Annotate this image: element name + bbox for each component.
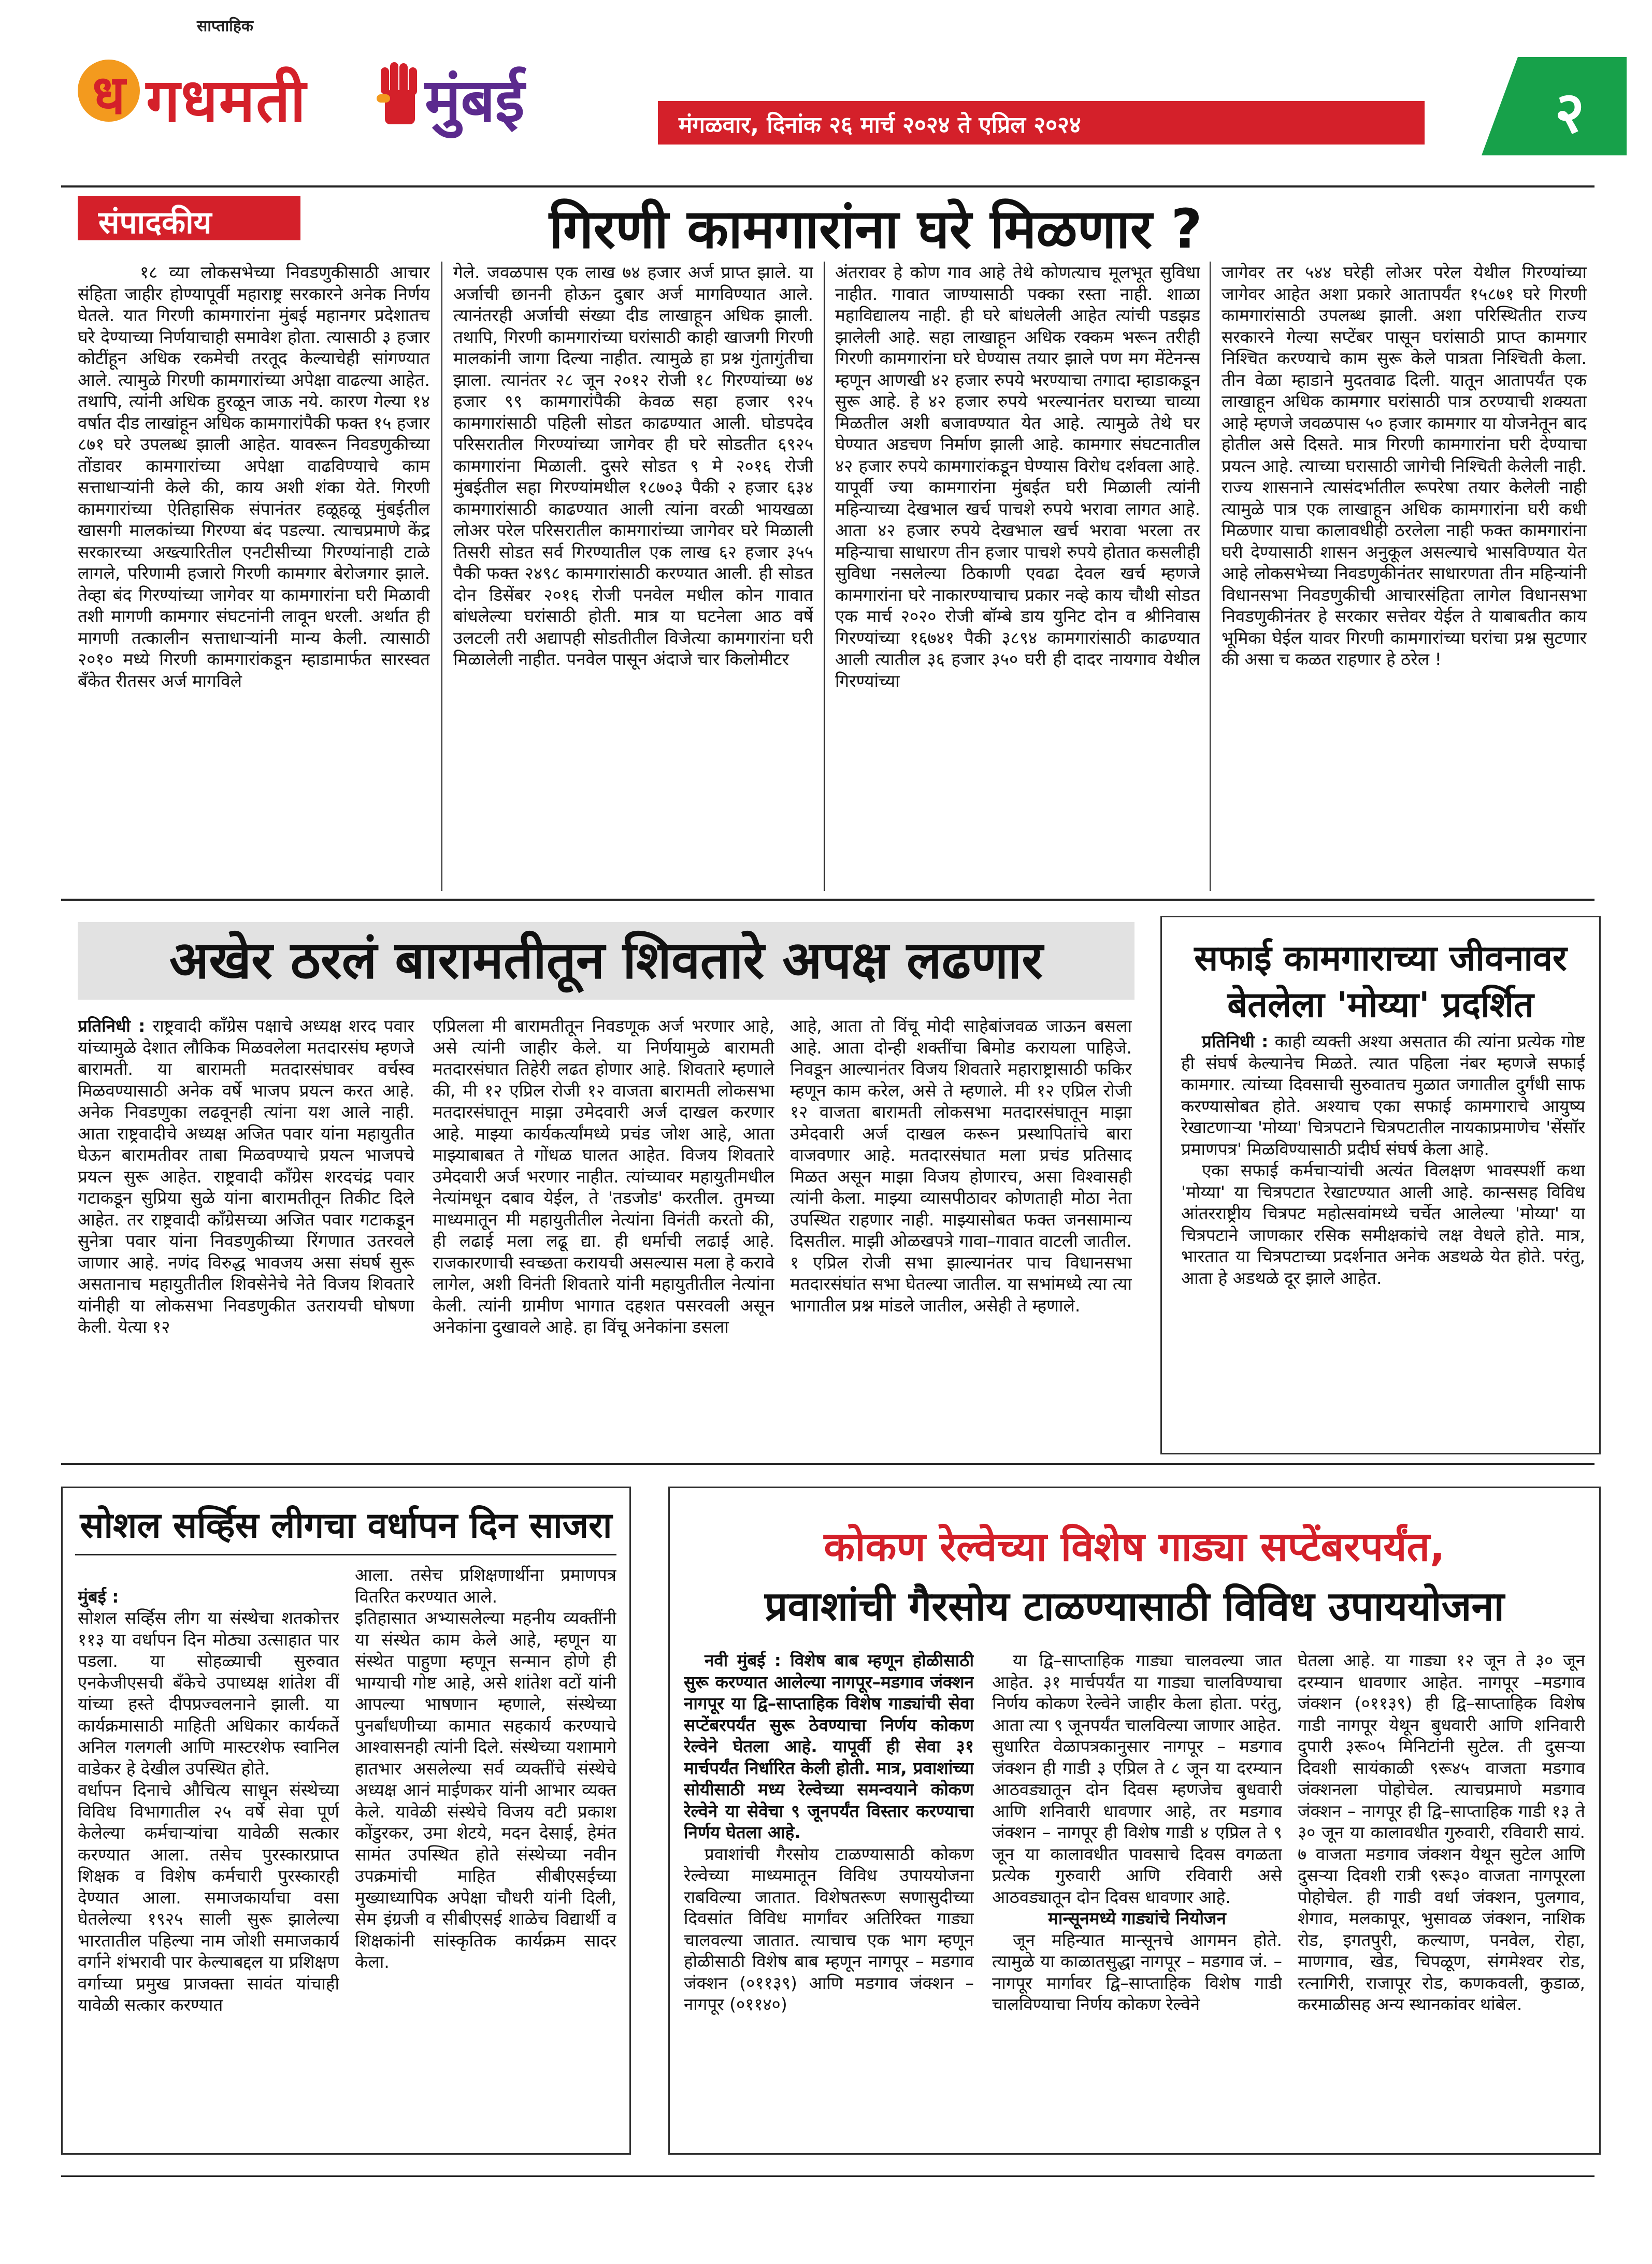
konkan-headline-line1: कोकण रेल्वेच्या विशेष गाड्या सप्टेंबरपर्यंत, (824, 1524, 1445, 1570)
baramati-column-2: एप्रिलला मी बारामतीतून निवडणूक अर्ज भरणार आहे, असे त्यांनी जाहीर केले. या निर्णयामुळे बारामती मतदारसंघात तिहेरी लढत होणार आहे. शिवतारे म्हणाले की, मी १२ एप्रिल रोजी १२ वाजता बारामती लोकसभा मतदारसंघातून माझा उमेदवारी अर्ज दाखल करणार आहे. माझ्या कार्यकर्त्यांमध्ये प्रचंड जोश आहे, आता माझ्याबाबत ते गोंधळ घालत आहेत. विजय शिवतारे उमेदवारी अर्ज भरणार नाहीत. त्यांच्यावर महायुतीमधील नेत्यांमधून दबाव येईल, ते 'तडजोड' करतील. तुमच्या माध्यमातून मी महायुतीतील नेत्यांना विनंती करतो की, ही लढाई मला लढू द्या. ही धर्माची लढाई आहे. राजकारणाची स्वच्छता करायची असल्यास मला हे करावे लागेल, अशी विनंती शिवतारे यांनी महायुतीतील नेत्यांना केली. त्यांनी ग्रामीण भागात दहशत पसरवली असून अनेकांना दुखावले आहे. हा विंचू अनेकांना डसला (433, 1016, 774, 1337)
moya-headline-line1: सफाई कामगाराच्या जीवनावर (1194, 938, 1567, 979)
moya-headline-line2: बेतलेला 'मोय्या' प्रदर्शित (1227, 985, 1534, 1026)
masthead-tagline: साप्ताहिक (197, 17, 253, 35)
editorial-column-4: जागेवर तर ५४४ घरेही लोअर परेल येथील गिरण्यांच्या जागेवर आहेत अशा प्रकारे आतापर्यंत १५८७१ घरे गिरणी कामगारांसाठी उपलब्ध झाली. अशा परिस्थितीत राज्य सरकारने गेल्या सप्टेंबर पासून घरांसाठी प्राप्त कामगार निश्चित करण्याचे काम सुरू केले पात्रता निश्चिती केला. तीन वेळा म्हाडाने मुदतवाढ दिली. यातून आतापर्यंत एक लाखाहून अधिक कामगार घरांसाठी पात्र ठरण्याची शक्यता आहे म्हणजे जवळपास ५० हजार कामगार या योजनेतून बाद होतील असे दिसते. मात्र गिरणी कामगारांना घरी देण्याचा प्रयत्न आहे. त्याच्या घरासाठी जागेची निश्चिती केलेली नाही. राज्य शासनाने त्यासंदर्भातील रूपरेषा तयार केलेली नाही त्यामुळे पात्र एक लाखाहून अधिक कामगारांना घरी कधी मिळणार याचा कालावधीही ठरलेला नाही फक्त कामगारांना घरी देण्यासाठी शासन अनुकूल असल्याचे भासविण्यात येत आहे लोकसभेच्या निवडणुकीनंतर साधारणता तीन महिन्यांनी विधानसभा निवडणुकीची आचारसंहिता लागेल विधानसभा निवडणुकीनंतर हे सरकार सत्तेवर येईल ते याबाबतीत काय भूमिका घेईल यावर गिरणी कामगारांच्या घरांचा प्रश्न सुटणार की असा च कळत राहणार हे ठरेल ! (1222, 262, 1587, 669)
moya-para-2: एका सफाई कर्मचाऱ्यांची अत्यंत विलक्षण भावस्पर्शी कथा 'मोय्या' या चित्रपटात रेखाटण्यात आली आहे. कान्ससह विविध आंतरराष्ट्रीय चित्रपट महोत्सवांमध्ये चर्चेत आलेल्या 'मोय्या' या चित्रपटाने जाणकार रसिक समीक्षकांचे लक्ष वेधले होते. मात्र, भारतात या चित्रपटाच्या प्रदर्शनात अनेक अडथळे येत होते. परंतु, आता हे अडथळे दूर झाले आहेत. (1181, 1160, 1585, 1288)
column-divider (441, 262, 442, 891)
date-banner (658, 101, 1425, 145)
social-dateline: मुंबई : (78, 1586, 119, 1607)
column-divider (1210, 262, 1211, 891)
moya-body (1181, 1031, 1585, 1445)
social-column-1-text: सोशल सर्व्हिस लीग या संस्थेचा शतकोत्तर ११३ या वर्धापन दिन मोठ्या उत्साहात पार पडला. या सोहळ्याची सुरुवात एनकेजीएसची बँकेचे उपाध्यक्ष शांतेश वीं यांच्या हस्ते दीपप्रज्वलनाने झाली. या कार्यक्रमासाठी माहिती अधिकार कार्यकर्ते अनिल गलगली आणि मास्टरशेफ स्वानिल वाडेकर हे देखील उपस्थित होते. वर्धापन दिनाचे औचित्य साधून संस्थेच्या विविध विभागातील २५ वर्षे सेवा पूर्ण केलेल्या कर्मचाऱ्यांचा यावेळी सत्कार करण्यात आला. तसेच पुरस्कारप्राप्त शिक्षक व विशेष कर्मचारी पुरस्कारही देण्यात आला. समाजकार्याचा वसा घेतलेल्या १९२५ साली सुरू झालेल्या भारतातील पहिल्या नाम जोशी समाजकार्य वर्गाने शंभरावी पार केल्याबद्दल या प्रशिक्षण वर्गाच्या प्रमुख प्राजक्ता सावंत यांचाही यावेळी सत्कार करण्यात (78, 1608, 339, 2015)
konkan-column-2-text-a: या द्वि–साप्ताहिक गाड्या चालवल्या जात आहेत. ३१ मार्चपर्यंत या गाड्या चालविण्याचा निर्णय कोकण रेल्वेने जाहीर केला होता. परंतु, आता त्या ९ जूनपर्यंत चालविल्या जाणार आहेत. सुधारित वेळापत्रकानुसार नागपूर – मडगाव जंक्शन ही गाडी ३ एप्रिल ते ८ जून या दरम्यान आठवड्यातून दोन दिवस म्हणजेच बुधवारी आणि शनिवारी धावणार आहे, तर मडगाव जंक्शन – नागपूर ही विशेष गाडी ४ एप्रिल ते ९ जून या कालावधीत पावसाचे दिवस वगळता प्रत्येक गुरुवारी आणि रविवारी असे आठवड्यातून दोन दिवस धावणार आहे. (992, 1650, 1282, 1907)
social-headline-rule (75, 1554, 616, 1555)
konkan-dateline: नवी मुंबई : (705, 1650, 781, 1670)
konkan-column-3: घेतला आहे. या गाड्या १२ जून ते ३० जून दरम्यान धावणार आहेत. नागपूर –मडगाव जंक्शन (०११३९) ही द्वि–साप्ताहिक विशेष गाडी नागपूर येथून बुधवारी आणि शनिवारी दुपारी ३रू०५ मिनिटांनी सुटेल. ती दुसऱ्या दिवशी सायंकाळी ९रू४५ वाजता मडगाव जंक्शनला पोहोचेल. त्याचप्रमाणे मडगाव जंक्शन – नागपूर ही द्वि–साप्ताहिक गाडी १३ ते ३० जून या कालावधीत गुरुवारी, रविवारी सायं. ७ वाजता मडगाव जंक्शन येथून सुटेल आणि दुसऱ्या दिवशी रात्री ९रू३० वाजता नागपूरला पोहोचेल. ही गाडी वर्धा जंक्शन, पुलगाव, शेगाव, मलकापूर, भुसावळ जंक्शन, नाशिक रोड, इगतपुरी, कल्याण, पनवेल, रोहा, माणगाव, खेड, चिपळूण, संगमेश्वर रोड, रत्नागिरी, राजापूर रोड, कणकवली, कुडाळ, करमाळीसह अन्य स्थानकांवर थांबेल. (1298, 1650, 1585, 2014)
editorial-label (78, 196, 300, 240)
social-headline: सोशल सर्व्हिस लीगचा वर्धापन दिन साजरा (80, 1505, 612, 1546)
social-column-1 (78, 1564, 339, 2144)
baramati-column-1-text: राष्ट्रवादी काँग्रेस पक्षाचे अध्यक्ष शरद पवार यांच्यामुळे देशात लौकिक मिळवलेला मतदारसंघ म्हणजे बारामती. या बारामती मतदारसंघावर वर्चस्व मिळवण्यासाठी अनेक वर्षे भाजप प्रयत्न करत आहे. अनेक निवडणुका लढवूनही त्यांना यश आले नाही. आता राष्ट्रवादीचे अध्यक्ष अजित पवार यांना महायुतीत घेऊन बारामतीवर ताबा मिळवण्याचे प्रयत्न भाजपचे प्रयत्न सुरू आहेत. राष्ट्रवादी काँग्रेस शरदचंद्र पवार गटाकडून सुप्रिया सुळे यांना बारामतीतून तिकीट दिले आहेत. तर राष्ट्रवादी काँग्रेसच्या अजित पवार गटाकडून सुनेत्रा पवार यांना निवडणुकीच्या रिंगणात उतरवले जाणार आहे. नणंद विरुद्ध भावजय असा संघर्ष सुरू असतानाच महायुतीतील शिवसेनेचे नेते विजय शिवतारे यांनीही या लोकसभा निवडणुकीत उतरायची घोषणा केली. येत्या १२ (78, 1016, 414, 1337)
baramati-column-1 (78, 1015, 414, 1450)
moya-para-1: काही व्यक्ती अश्या असतात की त्यांना प्रत्येक गोष्ट ही संघर्ष केल्यानेच मिळते. त्यात पहिला नंबर म्हणजे सफाई कामगार. त्यांच्या दिवसाची सुरुवातच मुळात जगातील दुर्गंधी साफ करण्यासोबत होते. अश्याच एका सफाई कामगाराचे आयुष्य रेखाटणाऱ्या 'मोय्या' चित्रपटाने चित्रपटातील नायकाप्रमाणेच 'सेंसॉर प्रमाणपत्र' मिळविण्यासाठी प्रदीर्घ संघर्ष केला आहे. (1181, 1031, 1585, 1159)
editorial-headline: गिरणी कामगारांना घरे मिळणार ? (549, 197, 1202, 261)
baramati-byline: प्रतिनिधी : (78, 1016, 146, 1036)
editorial-label-text: संपादकीय (98, 205, 212, 241)
editorial-bottom-rule (61, 899, 1594, 901)
masthead-logo-badge (78, 60, 140, 126)
logo-letter: ध (92, 63, 125, 126)
konkan-column-2 (992, 1650, 1282, 2147)
page-number-tab (1482, 57, 1627, 155)
issue-date: मंगळवार, दिनांक २६ मार्च २०२४ ते एप्रिल २०२४ (679, 112, 1081, 138)
column-divider (824, 262, 825, 891)
editorial-column-1: १८ व्या लोकसभेच्या निवडणुकीसाठी आचार संहिता जाहीर होण्यापूर्वी महाराष्ट्र सरकारने अनेक निर्णय घेतले. यात गिरणी कामगारांना मुंबई महानगर प्रदेशातच घरे देण्याच्या निर्णयाचाही समावेश होता. त्यासाठी ३ हजार कोटींहून अधिक रकमेची तरतूद केल्याचेही सांगण्यात आले. त्यामुळे गिरणी कामगारांच्या अपेक्षा वाढल्या आहेत. तथापि, त्यांनी अधिक हुरळून जाऊ नये. कारण गेल्या १४ वर्षात दीड लाखांहून अधिक कामगारांपैकी फक्त १५ हजार ८७१ घरे उपलब्ध झाली आहेत. यावरून निवडणुकीच्या तोंडावर कामगारांच्या अपेक्षा वाढविण्याचे काम सत्ताधाऱ्यांनी केले की, काय अशी शंका येते. गिरणी कामगारांच्या ऐतिहासिक संपानंतर हळूहळू मुंबईतील खासगी मालकांच्या गिरण्या बंद पडल्या. त्याचप्रमाणे केंद्र सरकारच्या अख्त्यारितील एनटीसीच्या गिरण्यांनाही टाळे लागले, परिणामी हजारो गिरणी कामगार बेरोजगार झाले. तेव्हा बंद गिरण्यांच्या जागेवर या कामगारांना घरी मिळावी तशी मागणी कामगार संघटनांनी लावून धरली. अर्थात ही मागणी तत्कालीन सत्ताधाऱ्यांनी मान्य केली. त्यासाठी २०१० मध्ये गिरणी कामगारांकडून म्हाडामार्फत सारस्वत बँकेत रीतसर अर्ज मागविले (78, 262, 430, 691)
social-column-2: आला. तसेच प्रशिक्षणार्थीना प्रमाणपत्र वितरित करण्यात आले. इतिहासात अभ्यासलेल्या महनीय व्यक्तींनी या संस्थेत काम केले आहे, म्हणून या संस्थेत पाहुणा म्हणून सन्मान होणे ही भाग्याची गोष्ट आहे, असे शांतेश वटों यांनी आपल्या भाषणान म्हणाले, संस्थेच्या पुनर्बांधणीच्या कामात सहकार्य करण्याचे आश्वासनही त्यांनी दिले. संस्थेच्या यशामागे हातभार असलेल्या सर्व व्यक्तींचे संस्थेचे अध्यक्ष आनं माईणकर यांनी आभार व्यक्त केले. यावेळी संस्थेचे विजय वटी प्रकाश कोंडुरकर, उमा शेटये, मदन देसाई, हेमंत सामंत उपस्थित होते संस्थेच्या नवीन उपक्रमांची माहित सीबीएसईच्या मुख्याध्यापिक अपेक्षा चौधरी यांनी दिली, सेम इंग्रजी व सीबीएसई शाळेच विद्यार्थी व शिक्षकांनी सांस्कृतिक कार्यक्रम सादर केला. (355, 1565, 616, 1972)
konkan-lead: विशेष बाब म्हणून होळीसाठी सुरू करण्यात आलेल्या नागपूर–मडगाव जंक्शन नागपूर या द्वि–साप्ताहिक विशेष गाड्यांची सेवा सप्टेंबरपर्यंत सुरू ठेवण्याचा निर्णय कोकण रेल्वेने घेतला आहे. यापूर्वी ही सेवा ३१ मार्चपर्यंत निर्धारित केली होती. मात्र, प्रवाशांच्या सोयीसाठी मध्य रेल्वेच्या समन्वयाने कोकण रेल्वेने या सेवेचा ९ जूनपर्यंत विस्तार करण्याचा निर्णय घेतला आहे. (684, 1650, 974, 1842)
bottom-rule (61, 2175, 1594, 2177)
masthead-name-part2: मुंबई (425, 66, 525, 136)
baramati-column-3: आहे, आता तो विंचू मोदी साहेबांजवळ जाऊन बसला आहे. आता दोन्ही शक्तींचा बिमोड करायला पाहिजे. निवडून आल्यानंतर विजय शिवतारे महाराष्ट्रासाठी फकिर म्हणून काम करेल, असे ते म्हणाले. मी १२ एप्रिल रोजी १२ वाजता बारामती लोकसभा मतदारसंघातून माझा उमेदवारी अर्ज दाखल करून प्रस्थापितांचे बारा वाजवणार आहे. मतदारसंघात मला प्रचंड प्रतिसाद मिळत असून माझा विजय होणारच, असा विश्वासही त्यांनी केला. माझ्या व्यासपीठावर कोणताही मोठा नेता उपस्थित राहणार नाही. माझ्यासोबत फक्त जनसामान्य दिसतील. माझी ओळखपत्रे गावा–गावात वाटली जातील. १ एप्रिल रोजी सभा झाल्यानंतर पाच विधानसभा मतदारसंघांत सभा घेतल्या जातील. या सभांमध्ये त्या त्या भागातील प्रश्न मांडले जातील, असेही ते म्हणाले. (790, 1016, 1132, 1316)
moya-byline: प्रतिनिधी : (1202, 1031, 1269, 1051)
fist-icon (376, 58, 425, 128)
masthead (0, 0, 1652, 171)
konkan-headline-line2: प्रवाशांची गैरसोय टाळण्यासाठी विविध उपाययोजना (765, 1583, 1504, 1630)
editorial-column-3: अंतरावर हे कोण गाव आहे तेथे कोणत्याच मूलभूत सुविधा नाहीत. गावात जाण्यासाठी पक्का रस्ता नाही. शाळा महाविद्यालय नाही. ही घरे बांधलेली आहेत त्यांची पडझड झालेली आहे. सहा लाखाहून अधिक रक्कम भरून तरीही गिरणी कामगारांना घरे घेण्यास तयार झाले पण मग मेंटेनन्स म्हणून आणखी ४२ हजार रुपये भरण्याचा तगादा म्हाडाकडून सुरू आहे. हे ४२ हजार रुपये भरल्यानंतर घराच्या चाव्या मिळतील अशी बजावण्यात येत आहे. त्यामुळे तेथे घर घेण्यात अडचण निर्माण झाली आहे. कामगार संघटनातील ४२ हजार रुपये कामगारांकडून घेण्यास विरोध दर्शवला आहे. यापूर्वी ज्या कामगारांना मुंबईत घरी मिळाली त्यांनी महिन्याच्या देखभाल खर्च पाचशे रुपये भरावा लागत आहे. आता ४२ हजार रुपये देखभाल खर्च भरावा भरला तर महिन्याचा साधारण तीन हजार पाचशे रुपये होतात कसलीही सुविधा नसलेल्या ठिकाणी एवढा देवल खर्च म्हणजे कामगारांना घरे नाकारण्याचाच प्रकार नव्हे काय चौथी सोडत एक मार्च २०२० रोजी बॉम्बे डाय युनिट दोन व श्रीनिवास गिरण्यांच्या १६७४१ पैकी ३८९४ कामगारांसाठी काढण्यात आली त्यातील ३६ हजार ३५० घरी ही दादर नायगाव येथील गिरण्यांच्या (835, 262, 1200, 691)
top-rule (61, 185, 1594, 188)
konkan-column-2-text-b: जून महिन्यात मान्सूनचे आगमन होते. त्यामुळे या काळातसुद्धा नागपूर – मडगाव जं. – नागपूर मार्गावर द्वि–साप्ताहिक विशेष गाडी चालविण्याचा निर्णय कोकण रेल्वेने (992, 1929, 1282, 2014)
mid-rule (61, 1463, 1594, 1465)
konkan-column-1 (684, 1650, 974, 2147)
page-number: २ (1555, 79, 1585, 146)
editorial-column-2: गेले. जवळपास एक लाख ७४ हजार अर्ज प्राप्त झाले. या अर्जाची छाननी होऊन दुबार अर्ज मागविण्यात आले. त्यानंतरही अर्जाची संख्या दीड लाखाहून अधिक झाली. तथापि, गिरणी कामगारांच्या घरांसाठी काही खाजगी गिरणी मालकांनी जागा दिल्या नाहीत. त्यामुळे हा प्रश्न गुंतागुंतीचा झाला. त्यानंतर २८ जून २०१२ रोजी १८ गिरण्यांच्या ७४ हजार ९९ कामगारांपैकी केवळ सहा हजार ९२५ कामगारांसाठी पहिली सोडत काढण्यात आली. घोडपदेव परिसरातील गिरण्यांच्या जागेवर ही घरे सोडतीत ६९२५ कामगारांना मिळाली. दुसरे सोडत ९ मे २०१६ रोजी मुंबईतील सहा गिरण्यांमधील १८७०३ पैकी २ हजार ६३४ कामगारांसाठी काढण्यात आली त्यांना वरळी भायखळा लोअर परेल परिसरातील कामगारांच्या जागेवर घरे मिळाली तिसरी सोडत सर्व गिरण्यातील एक लाख ६२ हजार ३५५ पैकी फक्त २४९८ कामगारांसाठी करण्यात आली. ही सोडत दोन डिसेंबर २०१६ रोजी पनवेल मधील कोन गावात बांधलेल्या घरांसाठी होती. मात्र या घटनेला आठ वर्षे उलटली तरी अद्यापही सोडतीतील विजेत्या कामगारांना घरी मिळालेली नाहीत. पनवेल पासून अंदाजे चार किलोमीटर (453, 262, 813, 669)
masthead-name-part1: गधमती (146, 66, 307, 136)
baramati-headline: अखेर ठरलं बारामतीतून शिवतारे अपक्ष लढणार (169, 930, 1043, 990)
konkan-column-1-rest: प्रवाशांची गैरसोय टाळण्यासाठी कोकण रेल्वेच्या माध्यमातून विविध उपाययोजना राबविल्या जातात. विशेषतरूण सणासुदीच्या दिवसांत विविध मार्गांवर अतिरिक्त गाड्या चालवल्या जातात. त्याचाच एक भाग म्हणून होळीसाठी विशेष बाब म्हणून नागपूर – मडगाव जंक्शन (०११३९) आणि मडगाव जंक्शन – नागपूर (०११४०) (684, 1843, 974, 2014)
konkan-monsoon-subhead: मान्सूनमध्ये गाड्यांचे नियोजन (1048, 1908, 1226, 1928)
